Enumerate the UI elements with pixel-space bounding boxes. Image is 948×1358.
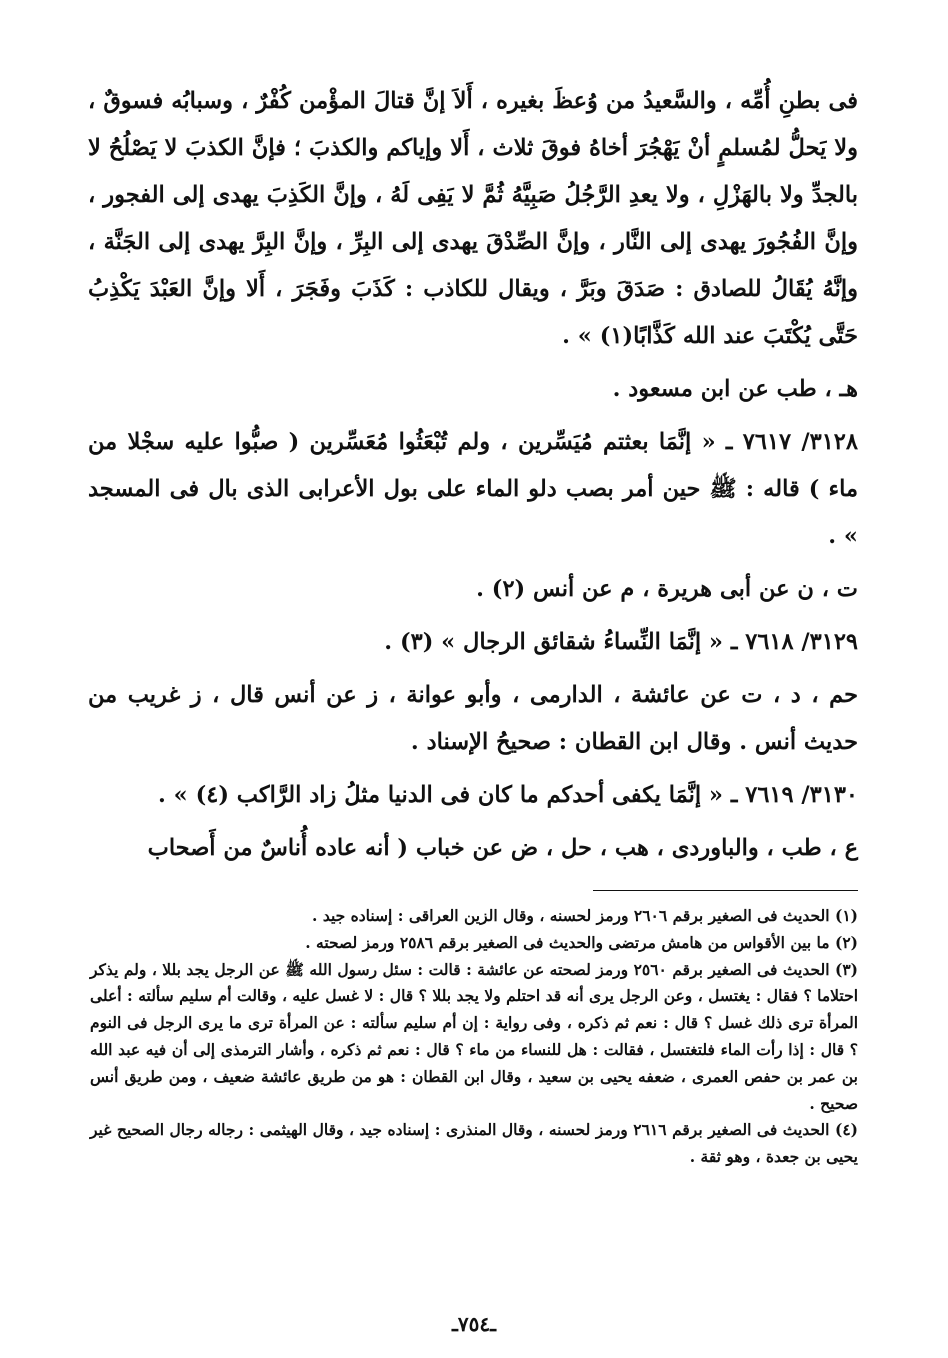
footnote-1: (١) الحديث فى الصغير برقم ٢٦٠٦ ورمز لحسنه ، وقال الزين العراقى : إسناده جيد . xyxy=(312,906,858,925)
footnote-divider xyxy=(593,890,858,891)
hadith-continuation-paragraph: فى بطنِ أُمِّه ، والسَّعيدُ من وُعظَ بغيره ، أَلاَ إنَّ قتالَ المؤْمن كُفْرٌ ، وسبابُه فسوقٌ ، ولا يَحلُّ لمُسلمٍ أنْ يَهْجُرَ أخاهُ فوقَ ثلاث ، أَلا وإياكم والكذبَ ؛ فإنَّ الكذبَ لا يَصْلُحُ لا بالجدِّ ولا بالهَزْلِ ، ولا يعدِ الرَّجُلُ صَبِيَّهُ ثُمَّ لا يَفِى لَهُ ، وإنَّ الكَذِبَ يهدى إلى الفجور ، وإنَّ الفُجُورَ يهدى إلى النَّار ، وإنَّ الصِّدْقَ يهدى إلى البِرِّ ، وإنَّ البِرَّ يهدى إلى الجَنَّة ، وإنَّهُ يُقَالُ للصادق : صَدَقَ وبَرَّ ، ويقال للكاذب : كَذَبَ وفَجَرَ ، أَلا وإنَّ العَبْدَ يَكْذِبُ حَتَّى يُكْتَبَ عند الله كَذَّابًا(١) » . xyxy=(88,88,858,349)
source-line: ع ، طب ، والباوردى ، هب ، حل ، ض عن خباب ( أنه عاده أُناسٌ من أَصحاب xyxy=(147,835,858,861)
hadith-3128: ٣١٢٨/ ٧٦١٧ ـ « إنَّمَا بعثتم مُيَسِّرين ، ولم تُبْعَثُوا مُعَسِّرين ( صبُّوا عليه سجْلا من ماء ) قاله : ﷺ حين أمر بصب دلو الماء على بول الأعرابى الذى بال فى المسجد » . xyxy=(88,429,858,549)
source-line: حم ، د ، ت عن عائشة ، الدارمى ، وأبو عوانة ، ز عن أنس قال ، ز غريب من حديث أنس . وقال ابن القطان : صحيحُ الإسناد . xyxy=(88,682,858,755)
footnote-4: (٤) الحديث فى الصغير برقم ٢٦١٦ ورمز لحسنه ، وقال المنذرى : إسناده جيد ، وقال الهيثمى : رجاله رجال الصحيح غير يحيى بن جعدة ، وهو ثقة . xyxy=(90,1120,858,1167)
hadith-3129: ٣١٢٩/ ٧٦١٨ ـ « إنَّمَا النِّساءُ شقائق الرجال » (٣) . xyxy=(384,629,858,655)
hadith-3130: ٣١٣٠/ ٧٦١٩ ـ « إنَّمَا يكفى أحدكم ما كان فى الدنيا مثلُ زاد الرَّاكب (٤) » . xyxy=(158,782,858,808)
footnote-2: (٢) ما بين الأقواس من هامش مرتضى والحديث فى الصغير برقم ٢٥٨٦ ورمز لصحته . xyxy=(305,932,858,952)
main-text-block xyxy=(88,78,858,872)
footnotes-block xyxy=(90,903,858,1171)
source-line: هـ ، طب عن ابن مسعود . xyxy=(612,376,858,402)
footnote-3: (٣) الحديث فى الصغير برقم ٢٥٦٠ ورمز لصحته عن عائشة : قالت : سئل رسول الله ﷺ عن الرجل يجد بللا ، ولم يذكر احتلاما ؟ فقال : يغتسل ، وعن الرجل يرى أنه قد احتلم ولا يجد بللا ؟ قال : لا غسل عليه ، وقالت أم سليم سألته : أعلى المرأة ترى ذلك غسل ؟ قال : نعم ثم ذكره ، وفى رواية : إن أم سليم سألته : عن المرأة ترى ما يرى الرجل فى النوم ؟ قال : إذا رأت الماء فلتغتسل ، فقالت : هل للنساء من ماء ؟ قال : نعم ثم ذكره ، وأشار الترمذى إلى أن فيه عبد الله بن عمر بن حفص العمرى ، ضعفه يحيى بن سعيد ، وقال ابن القطان : هو من طريق عائشة ضعيف ، ومن طريق أنس صحيح . xyxy=(90,959,858,1113)
source-line: ت ، ن عن أبى هريرة ، م عن أنس (٢) . xyxy=(476,576,858,602)
page-number: ـ٧٥٤ـ xyxy=(452,1312,496,1336)
